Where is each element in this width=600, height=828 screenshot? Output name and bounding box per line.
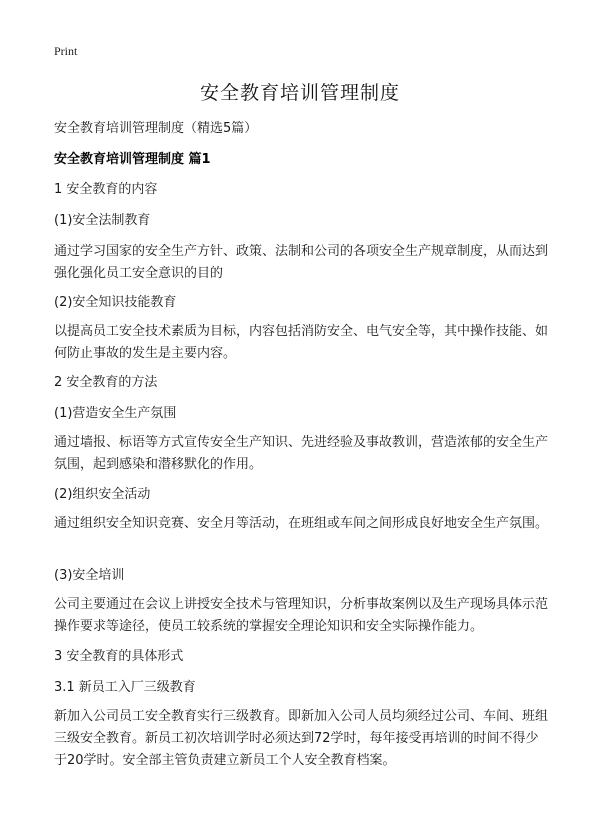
page-title: 安全教育培训管理制度 [199,82,400,104]
paragraph: 通过学习国家的安全生产方针、政策、法制和公司的各项安全生产规章制度，从而达到强化强化员工安全意识的目的 [54,244,549,281]
subsection-heading: (1)安全法制教育 [54,213,151,228]
section-heading: 1 安全教育的内容 [54,182,158,197]
paragraph: 通过墙报、标语等方式宣传安全生产知识、先进经验及事故教训，营造浓郁的安全生产氛围，起到感染和潜移默化的作用。 [54,435,549,472]
document-subtitle: 安全教育培训管理制度（精选5篇） [54,121,258,136]
subsection-heading: (2)安全知识技能教育 [54,295,177,310]
paragraph: 以提高员工安全技术素质为目标，内容包括消防安全、电气安全等，其中操作技能、如何防止事故的发生是主要内容。 [54,324,549,361]
subsection-heading: (2)组织安全活动 [54,487,151,502]
section-heading: 3 安全教育的具体形式 [54,649,184,664]
subsection-heading: 3.1 新员工入厂三级教育 [54,680,196,695]
subsection-heading: (1)营造安全生产氛围 [54,406,177,421]
print-link[interactable]: Print [54,44,78,58]
paragraph: 公司主要通过在会议上讲授安全技术与管理知识，分析事故案例以及生产现场具体示范操作要求等途径，使员工较系统的掌握安全理论知识和安全实际操作能力。 [54,597,549,634]
section-heading: 2 安全教育的方法 [54,375,158,390]
article-heading: 安全教育培训管理制度 篇1 [54,152,211,167]
subsection-heading: (3)安全培训 [54,568,125,583]
paragraph: 通过组织安全知识竞赛、安全月等活动，在班组或车间之间形成良好地安全生产氛围。 [54,516,549,531]
paragraph: 新加入公司员工安全教育实行三级教育。即新加入公司人员均须经过公司、车间、班组三级安全教育。新员工初次培训学时必须达到72学时，每年接受再培训的时间不得少于20学时。安全部主管负责建立新员工个人安全教育档案。 [54,709,549,768]
